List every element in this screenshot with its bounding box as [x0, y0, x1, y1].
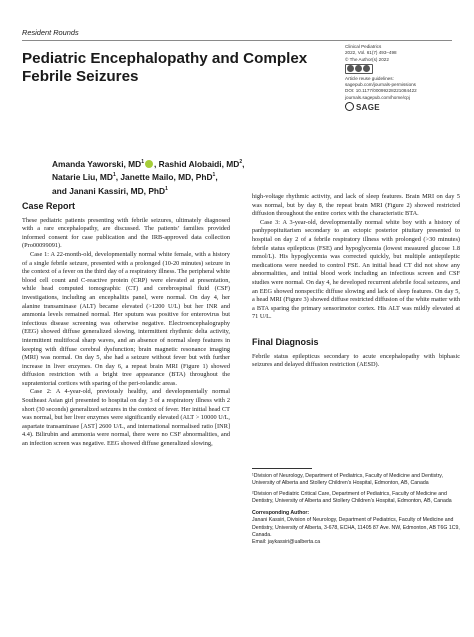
author-name: , Rashid Alobaidi, MD	[154, 158, 240, 169]
case-report-heading: Case Report	[22, 201, 76, 211]
cc-by-nc-icon	[345, 64, 373, 74]
body-column-left	[22, 202, 230, 449]
author-list	[52, 157, 312, 197]
affiliation-marker: 1	[112, 172, 116, 179]
journal-site-link[interactable]: journals.sagepub.com/home/cpj	[345, 94, 410, 100]
case-3-paragraph: Case 3: A 3-year-old, developmentally normal white boy with a history of panhypopituitarism secondary to an ectopic posterior pituitary presented to hospital on day 2 of a febrile respiratory illness with prolonged (>30 minutes) febrile status epilepticus (FSE) and hypoglycemia (lowest measured glucose 1.8 mmol/L). His hypoglycemia was corrected quickly, but multiple antiepileptic medications were needed to control FSE. An initial head CT did not show any abnormalities, and initial blood work including an infectious screen and CSF studies were normal. On day 4, he developed recurrent afebrile focal seizures, and an EEG showed nonspecific diffuse slowing and lack of sleep features. On day 5, a head MRI (Figure 3) showed diffuse restricted diffusion of the white matter with a BTA sparing the primary sensorimotor cortex. His ALT was mildly elevated at 71 U/L.	[252, 218, 460, 321]
body-column-right	[252, 193, 460, 370]
case-1-paragraph: Case 1: A 22-month-old, developmentally normal white female, with a history of a single febrile seizure, presented with a prolonged (10-20 minutes) seizure in the context of a fever on the third day of a respiratory illness. The peripheral white blood cell count and C-reactive protein (CRP) were elevated at presentation, while head computed tomographic (CT) and cerebrospinal fluid (CSF) investigations, including an encephalitis panel, were normal. On day 4, her alanine transaminase (ALT) became elevated (>1200 U/L) but her INR and ammonia levels remained normal. Her sputum was positive for enterovirus but infectious disease screening was otherwise negative. Electroencephalography (EEG) showed diffuse generalized slowing, intermittent rhythmic delta activity, intermittent multifocal sharp waves, and an absence of normal sleep features in keeping with diffuse cerebral dysfunction; brain magnetic resonance imaging (MRI) was normal. On day 5, she had a seizure without fever but with further increase in liver enzymes. On day 6, a repeat brain MRI (Figure 1) showed diffusion restriction with a bright tree appearance (BTA) throughout the supratentorial cortices with sparing of the peri-rolandic areas.	[22, 250, 230, 387]
affiliation-1: ¹Division of Neurology, Department of Pediatrics, Faculty of Medicine and Dentistry, University of Alberta and Stollery Children’s Hospital, Edmonton, AB, Canada	[252, 473, 443, 487]
author-name: , Janette Mailo, MD, PhD	[115, 172, 213, 183]
reuse-guidelines-label: Article reuse guidelines:	[345, 75, 394, 81]
final-diagnosis-text: Febrile status epilepticus secondary to acute encephalopathy with biphasic seizures and delayed diffusion restriction (AESD).	[252, 352, 460, 369]
author-line-1: Amanda Yaworski, $MD^1$ , Rashid Alobaidi, $MD^2$,	[52, 158, 245, 169]
sage-mark-icon	[345, 102, 354, 111]
journal-info	[345, 44, 465, 111]
affiliation-marker: 1	[165, 185, 168, 192]
case-2-paragraph: Case 2: A 4-year-old, previously healthy, and developmentally normal Southeast Asian girl presented to hospital on day 3 of a respiratory illness with 2 short (30 seconds) generalized seizures in the context of fever. Her initial head CT was normal, but her liver enzymes were significantly elevated (ALT > 10000 U/L, aspartate transaminase [AST] 2600 U/L, and international normalised ratio [INR] 4.4). Bilirubin and ammonia were normal, there were no CSF abnormalities, and an infection screen was negative. EEG showed diffuse generalized slowing,	[22, 388, 230, 448]
reuse-guidelines-link[interactable]: sagepub.com/journals-permissions	[345, 82, 416, 88]
author-line-2: Natarie Liu, $MD^1$, Janette Mailo, MD, PhD$^1$,	[52, 172, 218, 183]
author-name: and Janani Kassiri, MD, PhD	[52, 185, 166, 196]
affiliation-marker: 2	[239, 159, 243, 165]
affiliations-rule	[252, 468, 312, 469]
sage-logo	[345, 102, 465, 111]
affiliation-marker: 1	[141, 159, 144, 165]
journal-name: Clinical Pediatrics	[345, 44, 382, 49]
final-diagnosis-heading: Final Diagnosis	[252, 336, 319, 347]
affiliation-marker: 1	[212, 172, 216, 179]
journal-citation: 2022, Vol. 61(7) 493–498	[345, 50, 397, 56]
header-rule	[22, 40, 452, 41]
doi[interactable]: DOI: 10.1177/00099228221084422	[345, 88, 417, 94]
author-name: Amanda Yaworski, MD	[52, 158, 142, 169]
corresponding-author-heading: Corresponding Author:	[252, 510, 310, 517]
corresponding-author-text: Janani Kassiri, Division of Neurology, Department of Pediatrics, Faculty of Medicine and Dentistry, University of Alberta, 3-678, ECHA, 11405 87 Ave. NW, Edmonton, AB T6G 1C9, Canada.	[252, 517, 460, 539]
intro-paragraph: These pediatric patients presenting with febrile seizures, ultimately diagnosed with a rare encephalopathy, are discussed. The patients’ families provided informed consent for case publication and the IRB-approved data collection (Pro00099091).	[22, 216, 230, 250]
journal-copyright: © The Author(s) 2022	[345, 56, 389, 62]
publisher-name: SAGE	[356, 103, 380, 113]
orcid-icon[interactable]	[145, 160, 153, 168]
author-name: Natarie Liu, MD	[52, 172, 113, 183]
section-label: Resident Rounds	[22, 28, 79, 37]
article-title: Pediatric Encephalopathy and Complex Febrile Seizures	[22, 50, 308, 85]
corresponding-author-email[interactable]: Email: jaykassiri@ualberta.ca	[252, 539, 321, 546]
affiliation-2: ²Division of Pediatric Critical Care, Department of Pediatrics, Faculty of Medicine and Dentistry, University of Alberta and Stollery Children’s Hospital, Edmonton, AB, Canada	[252, 490, 452, 504]
case-2-paragraph-continued: high-voltage rhythmic activity, and lack of sleep features. Brain MRI on day 5 was normal, but by day 8, the repeat brain MRI (Figure 2) showed restricted diffusion throughout the entire cortex with the characteristic BTA.	[252, 193, 460, 218]
affiliations	[252, 473, 462, 547]
